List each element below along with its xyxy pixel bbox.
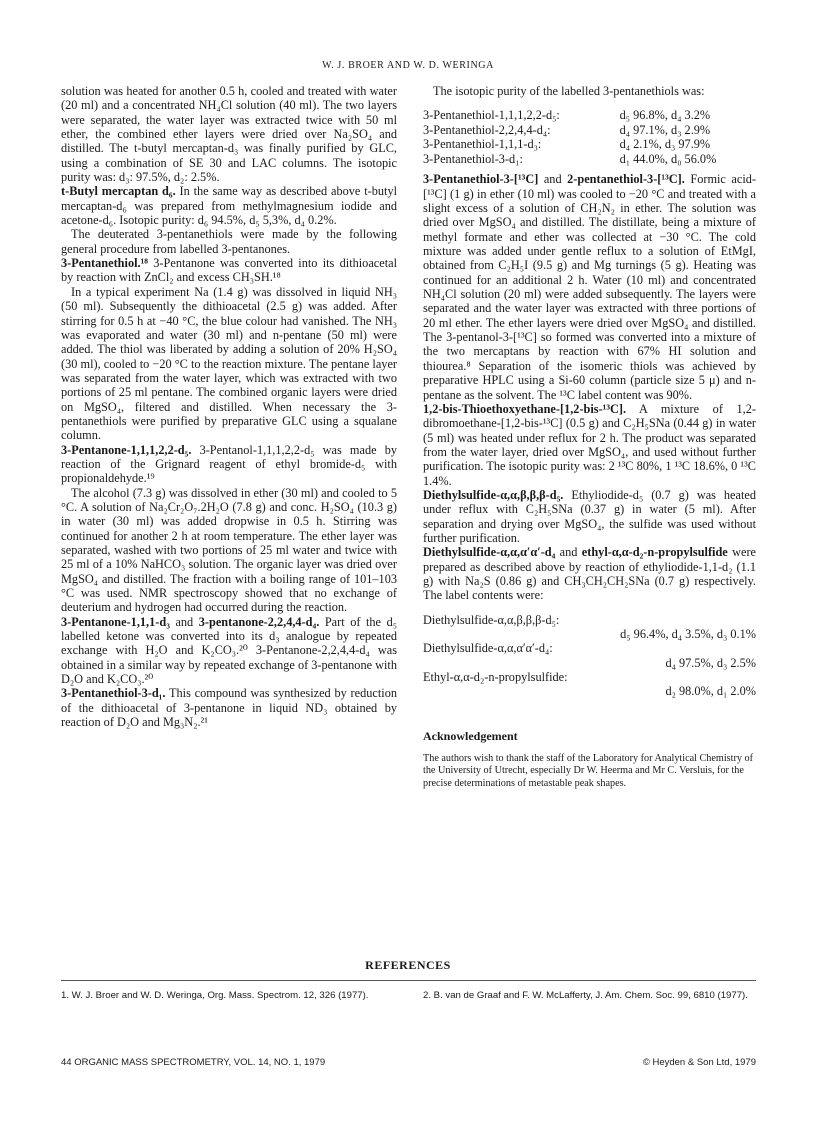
compound-cell: 3-Pentanethiol-1,1,1-d₃:: [423, 137, 542, 152]
reference-item: 2. B. van de Graaf and F. W. McLafferty, J. Am. Chem. Soc. 99, 6810 (1977).: [423, 990, 748, 1001]
section-heading: 3-pentanone-2,2,4,4-d₄.: [198, 614, 320, 629]
paragraph: solution was heated for another 0.5 h, cooled and treated with water (20 ml) and a concentrated NH₄Cl solution (40 ml). The two layers were separated, the water layer was extracted twice with 50 ml ether, the combined ether layers were dried over Na₂SO₄ and distilled. The t-butyl mercaptan-d₃ was finally purified by GLC, using a combination of SE 30 and LAC columns. The isotopic purity was: d₃: 97.5%, d₂: 2.5%.: [61, 84, 397, 185]
label-name: Diethylsulfide-α,α,α′α′-d₄:: [423, 641, 553, 656]
section-heading: 3-Pentanone-1,1,1-d₃: [61, 614, 170, 629]
paragraph: [61, 184, 397, 227]
paragraph: [423, 172, 756, 402]
footer-journal: 44 ORGANIC MASS SPECTROMETRY, VOL. 14, NO. 1, 1979: [61, 1057, 326, 1068]
paragraph-text: and: [169, 614, 199, 629]
section-heading: Diethylsulfide-α,α,β,β,β-d₅.: [423, 487, 564, 502]
table-row: [423, 137, 756, 152]
paragraph: The alcohol (7.3 g) was dissolved in ether (30 ml) and cooled to 5 °C. A solution of Na₂Cr₂O₇.2H₂O (7.8 g) and conc. H₂SO₄ (10.3 g) in water (30 ml) was added dropwise in 0.5 h. Stirring was continued for another 2 h at room temperature. The ether layer was separated, washed with two portions of 25 ml water and twice with 25 ml of a 10% NaHCO₃ solution. The organic layer was dried over MgSO₄ and distilled. The fraction with a boiling range of 101–103 °C was used. NMR spectroscopy showed that no exchange of deuterium and hydrogen had occurred during the reaction.: [61, 485, 397, 615]
paragraph: [423, 545, 756, 602]
reference-item: 1. W. J. Broer and W. D. Weringa, Org. Mass. Spectrom. 12, 326 (1977).: [61, 990, 369, 1001]
section-heading: 1,2-bis-Thioethoxyethane-[1,2-bis-¹³C].: [423, 401, 627, 416]
right-column: [423, 84, 756, 790]
paragraph-text: In the same way as described above t-butyl mercaptan-d₆ was prepared from methylmagnesium iodide and acetone-d₆. Isotopic purity: d₆ 94.5%, d₅ 5,3%, d₄ 0.2%.: [61, 184, 398, 228]
label-value: d₄ 97.5%, d₃ 2.5%: [665, 655, 756, 670]
paragraph-text: and: [538, 172, 568, 187]
paragraph-text: This compound was synthesized by reduction of the dithioacetal of 3-pentanone in liquid ND₃ obtained by reaction of D₂O and Mg₃N₂.²¹: [61, 686, 397, 730]
paragraph: [61, 686, 397, 729]
section-heading: 2-pentanethiol-3-[¹³C].: [567, 172, 685, 187]
section-heading: 3-Pentanethiol-3-d₁.: [61, 686, 166, 701]
paragraph: The isotopic purity of the labelled 3-pentanethiols was:: [433, 84, 705, 98]
paragraph-text: and: [555, 545, 582, 560]
paragraph-text: Ethyliodide-d₅ (0.7 g) was heated under reflux with C₂H₅SNa (0.37 g) in water (5 ml). After separation and drying over MgSO₄, the sulfide was used without further purification.: [423, 487, 756, 545]
footer-copyright: © Heyden & Son Ltd, 1979: [642, 1057, 756, 1068]
table-row: [423, 108, 756, 123]
paragraph: [423, 488, 756, 545]
acknowledgement-heading: Acknowledgement: [423, 728, 518, 743]
section-heading: 3-Pentanethiol-3-[¹³C]: [423, 172, 539, 187]
compound-cell: 3-Pentanethiol-3-d₁:: [423, 151, 523, 166]
left-column: [61, 84, 397, 729]
value-cell: d₄ 2.1%, d₃ 97.9%: [619, 137, 711, 152]
isotopic-purity-table: [423, 108, 756, 166]
compound-cell: 3-Pentanethiol-2,2,4,4-d₄:: [423, 122, 551, 137]
compound-cell: 3-Pentanethiol-1,1,1,2,2-d₅:: [423, 108, 560, 123]
paragraph: [61, 256, 397, 285]
paragraph: In a typical experiment Na (1.4 g) was dissolved in liquid NH₃ (50 ml). Subsequently the dithioacetal (2.5 g) was added. After stirring for 0.5 h at −40 °C, the blue colour had vanished. The NH₃ was evaporated and water (30 ml) and n-pentane (50 ml) were added. The thiol was liberated by adding a solution of 20% H₂SO₄ (30 ml), cooled to −20 °C to the reaction mixture. The pentane layer was separated from the water layer, which was extracted with two portions of 25 ml pentane. The combined organic layers were dried on MgSO₄, filtered and distilled. When necessary the 3-pentanethiols were purified by preparative GLC using a squalane column.: [61, 284, 397, 443]
paragraph-text: A mixture of 1,2-dibromoethane-[1,2-bis-¹³C] (0.5 g) and C₂H₅SNa (0.44 g) in water (5 ml) was heated under reflux for 2 h. The product was separated from the water layer, dried over MgSO₄, and used without further purification. The isotopic purity was: 2 ¹³C 80%, 1 ¹³C 18.6%, 0 ¹³C 1.4%.: [423, 401, 756, 488]
references-heading: REFERENCES: [365, 958, 451, 972]
value-cell: d₅ 96.8%, d₄ 3.2%: [619, 108, 711, 123]
label-name: Diethylsulfide-α,α,β,β,β-d₅:: [423, 612, 560, 627]
paragraph-text: 3-Pentanol-1,1,1,2,2-d₅ was made by reaction of the Grignard reagent of ethyl bromide-d₅ with propionaldehyde.¹⁹: [61, 442, 397, 486]
paragraph-text: were prepared as described above by reaction of ethyliodide-1,1-d₂ (1.1 g) with Na₂S (0.86 g) and CH₃CH₂CH₂SNa (0.7 g) respectively. The label contents were:: [423, 545, 756, 603]
acknowledgement-text: The authors wish to thank the staff of the Laboratory for Analytical Chemistry of the University of Utrecht, especially Dr W. Heerma and Mr C. Versluis, for the precise determinations of metastable peak shapes.: [423, 753, 753, 789]
paragraph: [423, 402, 756, 488]
paragraph-text: 3-Pentanone was converted into its dithioacetal by reaction with ZnCl₂ and excess CH₃SH.¹⁸: [61, 256, 397, 285]
value-cell: d₄ 97.1%, d₃ 2.9%: [619, 122, 711, 137]
running-header: W. J. BROER AND W. D. WERINGA: [322, 60, 494, 71]
section-heading: Diethylsulfide-α,α,α′α′-d₄: [423, 545, 556, 560]
table-row: [423, 123, 756, 138]
paragraph: The deuterated 3-pentanethiols were made by the following general procedure from labelled 3-pentanones.: [61, 227, 397, 256]
section-heading: 3-Pentanone-1,1,1,2,2-d₅.: [61, 442, 192, 457]
section-heading: ethyl-α,α-d₂-n-propylsulfide: [581, 545, 728, 560]
section-heading: t-Butyl mercaptan d₆.: [61, 184, 176, 199]
value-cell: d₁ 44.0%, d₀ 56.0%: [619, 151, 717, 166]
label-value: d₅ 96.4%, d₄ 3.5%, d₃ 0.1%: [620, 627, 756, 641]
table-row: [423, 152, 756, 167]
section-heading: 3-Pentanethiol.¹⁸: [61, 256, 148, 271]
paragraph: [61, 443, 397, 486]
paragraph-text: Part of the d₅ labelled ketone was converted into its d₃ analogue by repeated exchange with H₂O and K₂CO₃.²⁰ 3-Pentanone-2,2,4,4-d₄ was obtained in a similar way by repeated exchange of 3-pentanone with D₂O and K₂CO₃.²⁰: [61, 614, 398, 687]
paragraph-text: Formic acid-[¹³C] (1 g) in ether (10 ml) was cooled to −20 °C and treated with a slight excess of a solution of CH₂N₂ in ether. The solution was dried over MgSO₄ and distilled. The distillate, being a mixture of methyl formate and ether was collected at −30 °C. The cold mixture was added under gentle reflux to a solution of EtMgI, obtained from C₂H₅I (9.5 g) and Mg turnings (5 g). Heating was continued for an additional 2 h. Water (10 ml) and concentrated NH₄Cl solution (20 ml) were added subsequently. The layers were separated and the water layer was extracted with three portions of 20 ml ether. The ether layers were dried over MgSO₄ and distilled. The 3-pentanol-3-[¹³C] so formed was converted into a mixture of the two mercaptans by reaction with 67% HI solution and thiourea.⁸ Separation of the isomeric thiols was achieved by preparative HPLC using a Si-60 column (particle size 5 μ) and n-pentane as the solvent. The ¹³C label content was 90%.: [423, 172, 756, 402]
label-contents-list: [423, 613, 756, 699]
divider: [61, 980, 756, 981]
paragraph: [61, 615, 397, 687]
label-value: d₂ 98.0%, d₁ 2.0%: [665, 684, 756, 699]
label-name: Ethyl-α,α-d₂-n-propylsulfide:: [423, 670, 568, 685]
